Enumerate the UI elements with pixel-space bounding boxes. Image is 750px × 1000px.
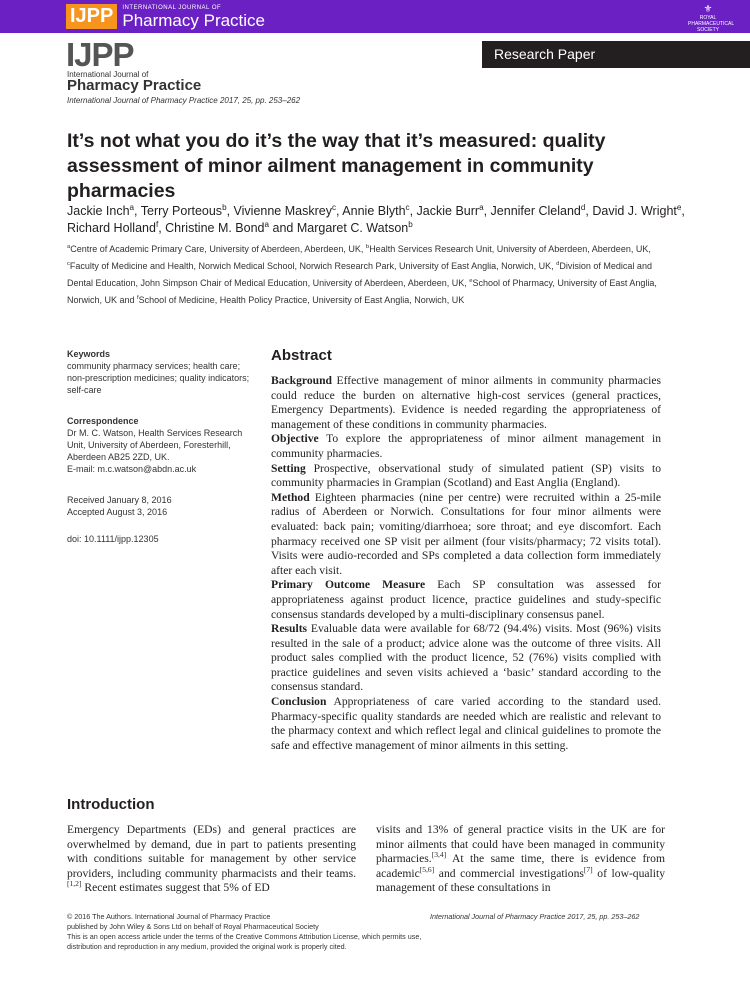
author-affil-mark: e xyxy=(676,202,682,212)
abstract-text: Evaluable data were available for 68/72 (94.4%) visits. Most (96%) visits resulted in the sale of a product; advice alone was the outcome of three visits. All product sales complied with the product licence, 52 (76%) visits complied with practice guidelines and seven visits achieved a ‘basic’ standard according to the consensus standard. xyxy=(271,622,661,694)
intro-column-2 xyxy=(376,823,665,896)
intro-text: At the same time, there is evidence from academic xyxy=(376,852,665,880)
abstract-label: Results xyxy=(271,622,308,636)
society-line: SOCIETY xyxy=(697,27,719,33)
author-affil-mark: a xyxy=(479,202,484,212)
keywords-text: community pharmacy services; health care; non-prescription medicines; quality indicators; self-care xyxy=(67,361,250,395)
intro-text: visits and 13% of general practice visits in the UK are for minor ailments that could have been managed in community pharmacies. xyxy=(376,823,665,866)
masthead-title: Pharmacy Practice xyxy=(67,77,202,94)
author-affil-mark: f xyxy=(155,219,159,229)
affil-text: Faculty of Medicine and Health, Norwich Medical School, Norwich Research Park, University of East Anglia, Norwich, UK, xyxy=(69,261,554,271)
section-label: Research Paper xyxy=(482,41,750,68)
author-name: David J. Wright xyxy=(592,204,677,218)
affil-text: School of Pharmacy, University of East Anglia, Norwich, UK and xyxy=(67,278,657,305)
abstract-label: Objective xyxy=(271,432,319,446)
intro-text: Recent estimates suggest that 5% of ED xyxy=(81,881,270,895)
author-name: Vivienne Maskrey xyxy=(233,204,332,218)
abstract-label: Primary Outcome Measure xyxy=(271,578,426,592)
abstract-section xyxy=(271,374,661,432)
author-name: Margaret C. Watson xyxy=(296,221,409,235)
abstract-body xyxy=(271,374,661,753)
logo-name: Pharmacy Practice xyxy=(122,10,266,30)
introduction-heading: Introduction xyxy=(67,796,155,813)
society-line: PHARMACEUTICAL xyxy=(688,21,735,27)
intro-text: and commercial investigations xyxy=(434,866,584,880)
author-affil-mark: a xyxy=(264,219,270,229)
footer-line: distribution and reproduction in any medium, provided the original work is properly cited. xyxy=(67,942,347,951)
abstract-text: Eighteen pharmacies (nine per centre) were recruited within a 25-mile radius of Aberdeen or Norwich. Consultations for four minor ailments were evaluated: back pain; vomiting/diarrhoea; sore throat; and eye discomfort. Each pharmacy received one SP visit per ailment (four visits/pharmacy; 72 visits total). Visits were audio-recorded and SPs completed a data collection form immediately after each visit. xyxy=(271,490,661,577)
keywords-heading: Keywords xyxy=(67,349,111,359)
footer-line: This is an open access article under the terms of the Creative Commons Attribution License, which permits use, xyxy=(67,932,422,941)
author-list: Jackie Inch$^a$, Terry Porteous$^b$, Vivienne Maskrey$^c$, Annie Blyth$^c$, Jackie Burr$^a$, Jennifer Cleland$^d$, David J. Wright$^e$, Richard Holland$^f$, Christine M. Bond$^a$ and Margaret C. Watson$^b$ xyxy=(67,202,685,235)
abstract-section xyxy=(271,578,661,622)
author-name: Terry Porteous xyxy=(140,204,223,218)
correspondence-line: Unit, University of Aberdeen, Foresterhill, xyxy=(67,440,231,450)
doi-link[interactable]: doi: 10.1111/ijpp.12305 xyxy=(67,534,159,544)
abstract-label: Setting xyxy=(271,461,306,475)
accepted-date: Accepted August 3, 2016 xyxy=(67,507,168,517)
correspondence-line: Dr M. C. Watson, Health Services Research xyxy=(67,428,243,438)
citation-ref: [3,4] xyxy=(431,850,447,860)
abstract-text: To explore the appropriateness of minor ailment management in community pharmacies. xyxy=(271,432,661,460)
footer-line: published by John Wiley & Sons Ltd on behalf of Royal Pharmaceutical Society xyxy=(67,922,319,931)
abstract-section xyxy=(271,432,661,461)
footer-citation: International Journal of Pharmacy Practice 2017, 25, pp. 253–262 xyxy=(430,912,640,921)
author-affil-mark: b xyxy=(408,219,413,229)
affil-mark: d xyxy=(556,261,560,267)
correspondence-heading: Correspondence xyxy=(67,416,139,426)
affil-mark: b xyxy=(365,244,370,250)
journal-citation: International Journal of Pharmacy Practice 2017, 25, pp. 253–262 xyxy=(67,96,301,105)
author-name: Jackie Inch xyxy=(67,204,130,218)
society-logo xyxy=(688,4,735,33)
affil-text: School of Medicine, Health Policy Practice, University of East Anglia, Norwich, UK xyxy=(138,295,465,305)
citation-ref: [7] xyxy=(583,864,593,874)
correspondence-line: Aberdeen AB25 2ZD, UK. xyxy=(67,452,170,462)
author-affil-mark: c xyxy=(331,202,337,212)
author-name: Jackie Burr xyxy=(416,204,480,218)
intro-text: of low-quality management of these consultations in xyxy=(376,866,666,895)
affil-text: Division of Medical and Dental Education, John Simpson Chair of Medical Education, University of Aberdeen, Aberdeen, UK, xyxy=(67,261,652,288)
abstract-heading: Abstract xyxy=(271,347,332,364)
correspondence-block xyxy=(67,415,257,475)
article-title: It’s not what you do it’s the way that it’s measured: quality assessment of minor ailment management in community pharmacies xyxy=(67,130,606,202)
society-line: ROYAL xyxy=(699,15,717,21)
journal-logo xyxy=(66,4,265,29)
citation-ref: [5,6] xyxy=(419,864,435,874)
abstract-label: Conclusion xyxy=(271,695,327,709)
abstract-label: Background xyxy=(271,374,332,387)
author-name: Christine M. Bond xyxy=(165,221,265,235)
abstract-section xyxy=(271,462,661,491)
affil-mark: c xyxy=(67,261,70,267)
affil-text: Health Services Research Unit, University of Aberdeen, Aberdeen, UK, xyxy=(369,244,651,254)
abstract-section xyxy=(271,491,661,579)
dates-block xyxy=(67,494,257,518)
logo-small-text: INTERNATIONAL JOURNAL OF xyxy=(122,4,222,11)
email-link[interactable]: E-mail: m.c.watson@abdn.ac.uk xyxy=(67,464,197,474)
intro-text: Emergency Departments (EDs) and general practices are overwhelmed by demand, due in part to patients presenting with conditions suitable for management by other service providers, including community pharmacists and their teams. xyxy=(67,823,356,880)
affil-mark: e xyxy=(469,278,473,284)
abstract-section xyxy=(271,622,661,695)
received-date: Received January 8, 2016 xyxy=(67,495,172,505)
masthead-subtitle: International Journal of xyxy=(67,70,149,79)
crest-icon: ⚜ xyxy=(703,4,713,15)
author-affil-mark: c xyxy=(405,202,410,212)
footer-line: © 2016 The Authors. International Journal of Pharmacy Practice xyxy=(67,912,271,921)
abstract-text: Appropriateness of care varied according to the standard used. Pharmacy-specific quality standards are needed which are realistic and relevant to the pharmacy context and which reflect legal and clinical guidelines to promote the safe and effective management of minor ailments in this setting. xyxy=(271,695,661,752)
author-name: Richard Holland xyxy=(67,221,156,235)
intro-column-1 xyxy=(67,823,356,896)
affil-mark: a xyxy=(67,244,71,250)
author-affil-mark: b xyxy=(222,202,227,212)
affil-text: Centre of Academic Primary Care, University of Aberdeen, Aberdeen, UK, xyxy=(70,244,364,254)
abstract-text: Effective management of minor ailments in community pharmacies could reduce the burden on alternative high-cost services (general practices, Emergency Departments). Evidence is needed regarding the appropriateness of management of these conditions in community pharmacies. xyxy=(271,374,661,431)
masthead-logo: IJPP xyxy=(66,36,134,73)
keywords-block xyxy=(67,348,257,396)
author-affil-mark: d xyxy=(580,202,586,212)
abstract-text: Each SP consultation was assessed for appropriateness against product licence, practice guidelines and study-specific consensus standards developed by a multi-disciplinary consensus panel. xyxy=(271,578,661,621)
abstract-text: Prospective, observational study of simulated patient (SP) visits to community pharmacies in Grampian (Scotland) and East Anglia (England). xyxy=(271,461,661,490)
logo-ijpp: IJPP xyxy=(66,4,117,29)
abstract-section xyxy=(271,695,661,753)
affil-mark: f xyxy=(137,295,139,301)
author-affil-mark: a xyxy=(129,202,135,212)
citation-ref: [1,2] xyxy=(67,879,82,889)
author-name: Jennifer Cleland xyxy=(490,204,581,218)
affiliations xyxy=(67,241,677,309)
abstract-label: Method xyxy=(271,490,310,504)
author-name: Annie Blyth xyxy=(342,204,406,218)
